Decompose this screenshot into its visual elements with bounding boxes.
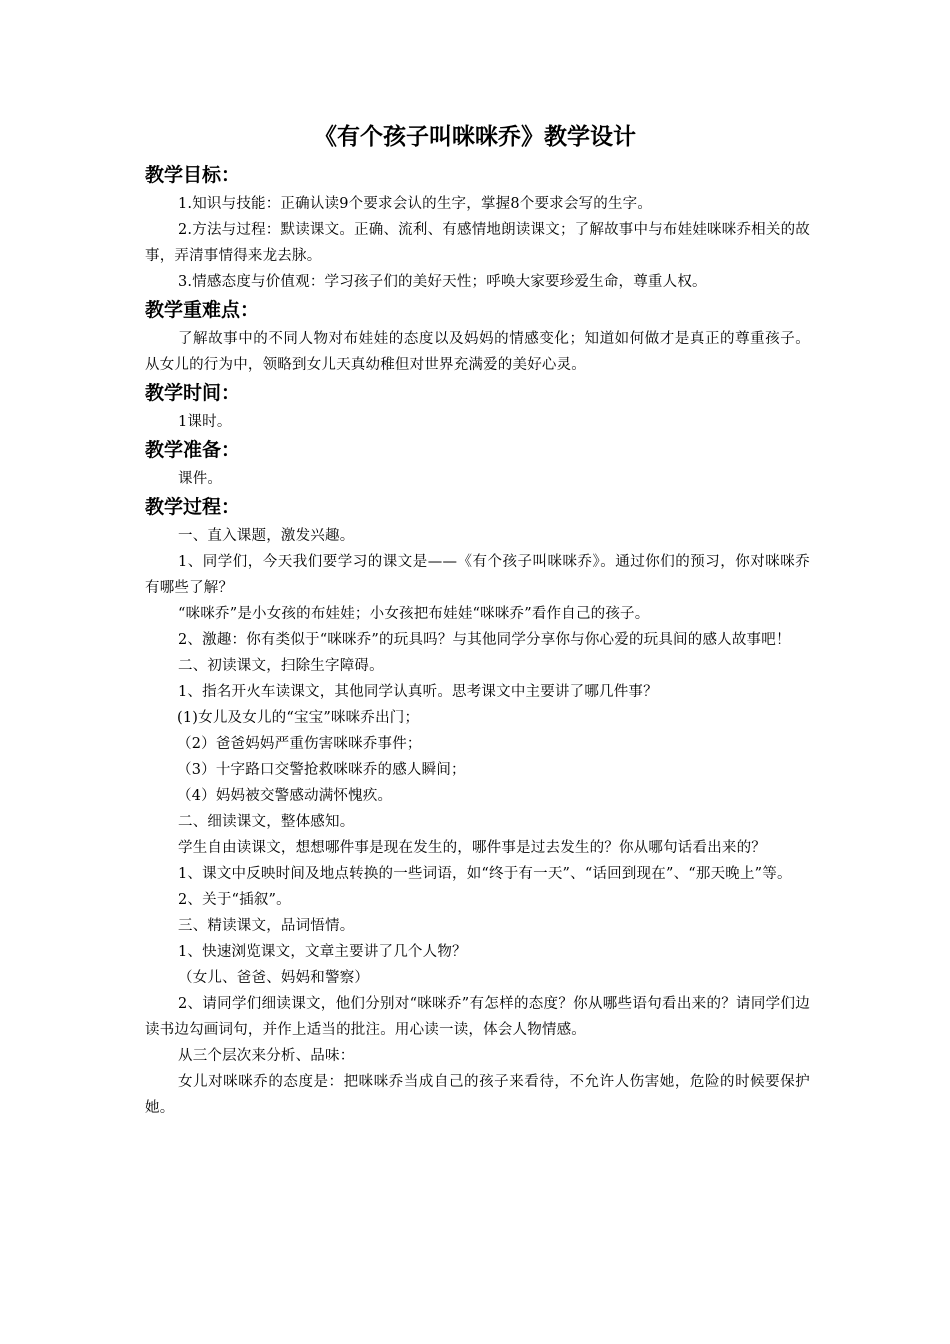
paragraph: 1、快速浏览课文，文章主要讲了几个人物？ <box>178 944 467 960</box>
paragraph: 了解故事中的不同人物对布娃娃的态度以及妈妈的情感变化；知道如何做才是真正的尊重孩子。从女儿的行为中，领略到女儿天真幼稚但对世界充满爱的美好心灵。 <box>145 331 810 373</box>
section-heading: 教学过程： <box>145 496 241 518</box>
section-time <box>145 378 810 435</box>
section-process <box>145 492 810 1121</box>
paragraph: 1、同学们，今天我们要学习的课文是——《有个孩子叫咪咪乔》。通过你们的预习，你对咪咪乔有哪些了解？ <box>145 554 810 596</box>
paragraph: 2、请同学们细读课文，他们分别对“咪咪乔”有怎样的态度？你从哪些语句看出来的？请同学们边读书边勾画词句，并作上适当的批注。用心读一读，体会人物情感。 <box>145 996 810 1038</box>
document-body <box>145 160 810 1121</box>
paragraph: 2、关于“插叙”。 <box>178 892 291 908</box>
section-key-points <box>145 295 810 378</box>
paragraph: 1、课文中反映时间及地点转换的一些词语，如“终于有一天”、“话回到现在”、“那天晚上”等。 <box>178 866 792 882</box>
paragraph: 二、初读课文，扫除生字障碍。 <box>178 658 384 674</box>
list-item: （2）爸爸妈妈严重伤害咪咪乔事件； <box>177 736 422 752</box>
paragraph: 3.情感态度与价值观：学习孩子们的美好天性；呼唤大家要珍爱生命，尊重人权。 <box>178 274 707 290</box>
paragraph: 2、激趣：你有类似于“咪咪乔”的玩具吗？与其他同学分享你与你心爱的玩具间的感人故事吧！ <box>178 632 791 648</box>
document-title: 《有个孩子叫咪咪乔》教学设计 <box>314 124 636 150</box>
paragraph: 2.方法与过程：默读课文。正确、流利、有感情地朗读课文；了解故事中与布娃娃咪咪乔相关的故事，弄清事情得来龙去脉。 <box>145 222 810 264</box>
paragraph: 课件。 <box>178 471 223 487</box>
paragraph: 从三个层次来分析、品味： <box>178 1048 355 1064</box>
paragraph: 1.知识与技能：正确认读9个要求会认的生字，掌握8个要求会写的生字。 <box>178 196 653 212</box>
paragraph: 一、直入课题，激发兴趣。 <box>178 528 355 544</box>
section-heading: 教学准备： <box>145 439 241 461</box>
list-item: (1)女儿及女儿的“宝宝”咪咪乔出门； <box>177 710 420 726</box>
section-preparation <box>145 435 810 492</box>
section-objectives <box>145 160 810 295</box>
paragraph: 1、指名开火车读课文，其他同学认真听。思考课文中主要讲了哪几件事？ <box>178 684 658 700</box>
section-heading: 教学时间： <box>145 382 241 404</box>
section-heading: 教学目标： <box>145 164 241 186</box>
paragraph: （女儿、爸爸、妈妈和警察） <box>178 970 370 986</box>
paragraph: 三、精读课文，品词悟情。 <box>178 918 355 934</box>
paragraph: 1课时。 <box>178 414 232 430</box>
list-item: （3）十字路口交警抢救咪咪乔的感人瞬间； <box>177 762 466 778</box>
section-heading: 教学重难点： <box>145 299 260 321</box>
paragraph: 二、细读课文，整体感知。 <box>178 814 355 830</box>
paragraph: 女儿对咪咪乔的态度是：把咪咪乔当成自己的孩子来看待，不允许人伤害她，危险的时候要保护她。 <box>145 1074 810 1116</box>
paragraph: “咪咪乔”是小女孩的布娃娃；小女孩把布娃娃“咪咪乔”看作自己的孩子。 <box>178 606 650 622</box>
list-item: （4）妈妈被交警感动满怀愧疚。 <box>177 788 393 804</box>
paragraph: 学生自由读课文，想想哪件事是现在发生的，哪件事是过去发生的？你从哪句话看出来的？ <box>178 840 766 856</box>
